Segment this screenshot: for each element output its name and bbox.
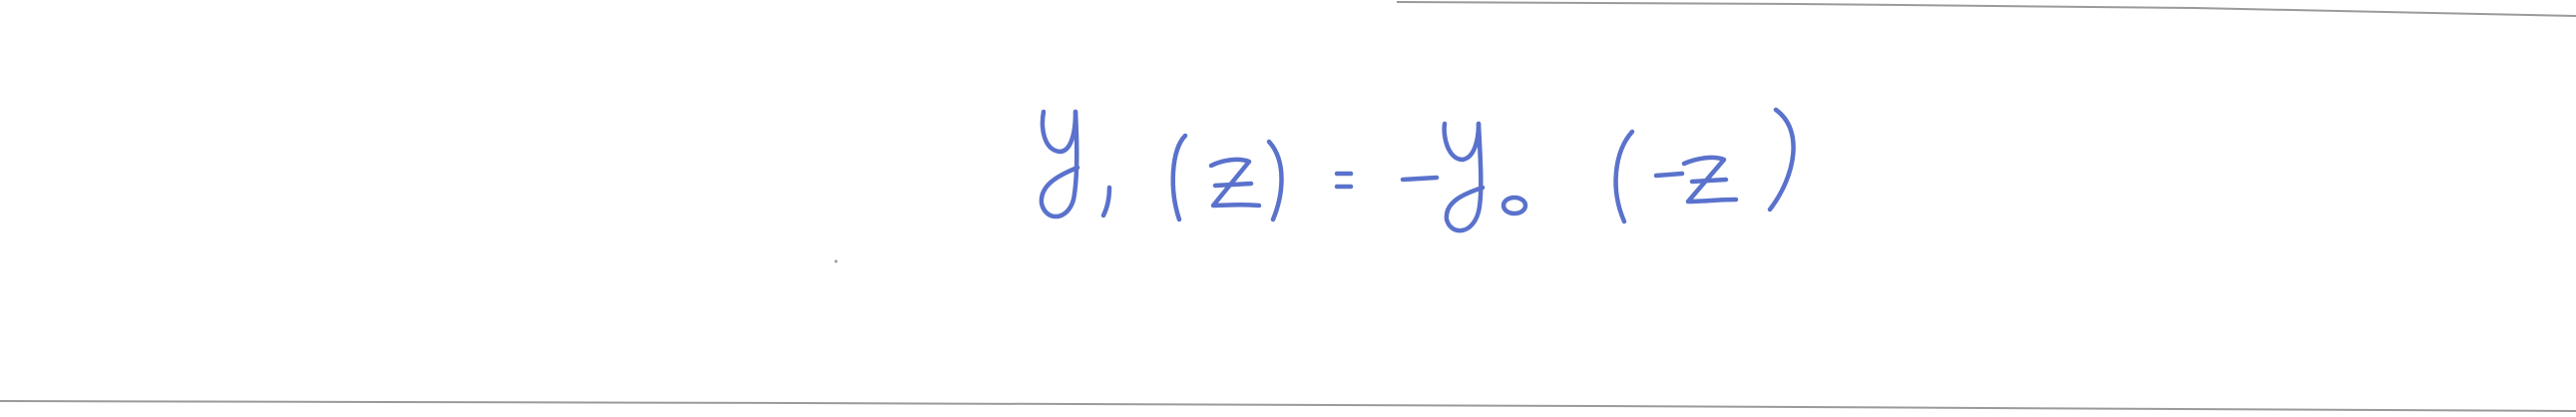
glyph-minus-y-0	[1403, 124, 1525, 230]
glyph-paren-z-paren	[1173, 136, 1282, 219]
glyph-equals	[1337, 174, 1351, 187]
bottom-rule-line	[0, 401, 2576, 411]
scan-speck	[835, 260, 838, 263]
glyph-y-1	[1042, 112, 1109, 216]
handwritten-equation	[1042, 110, 1794, 230]
glyph-paren-minus-z-paren	[1616, 110, 1794, 221]
top-rule-line	[1397, 2, 2576, 16]
